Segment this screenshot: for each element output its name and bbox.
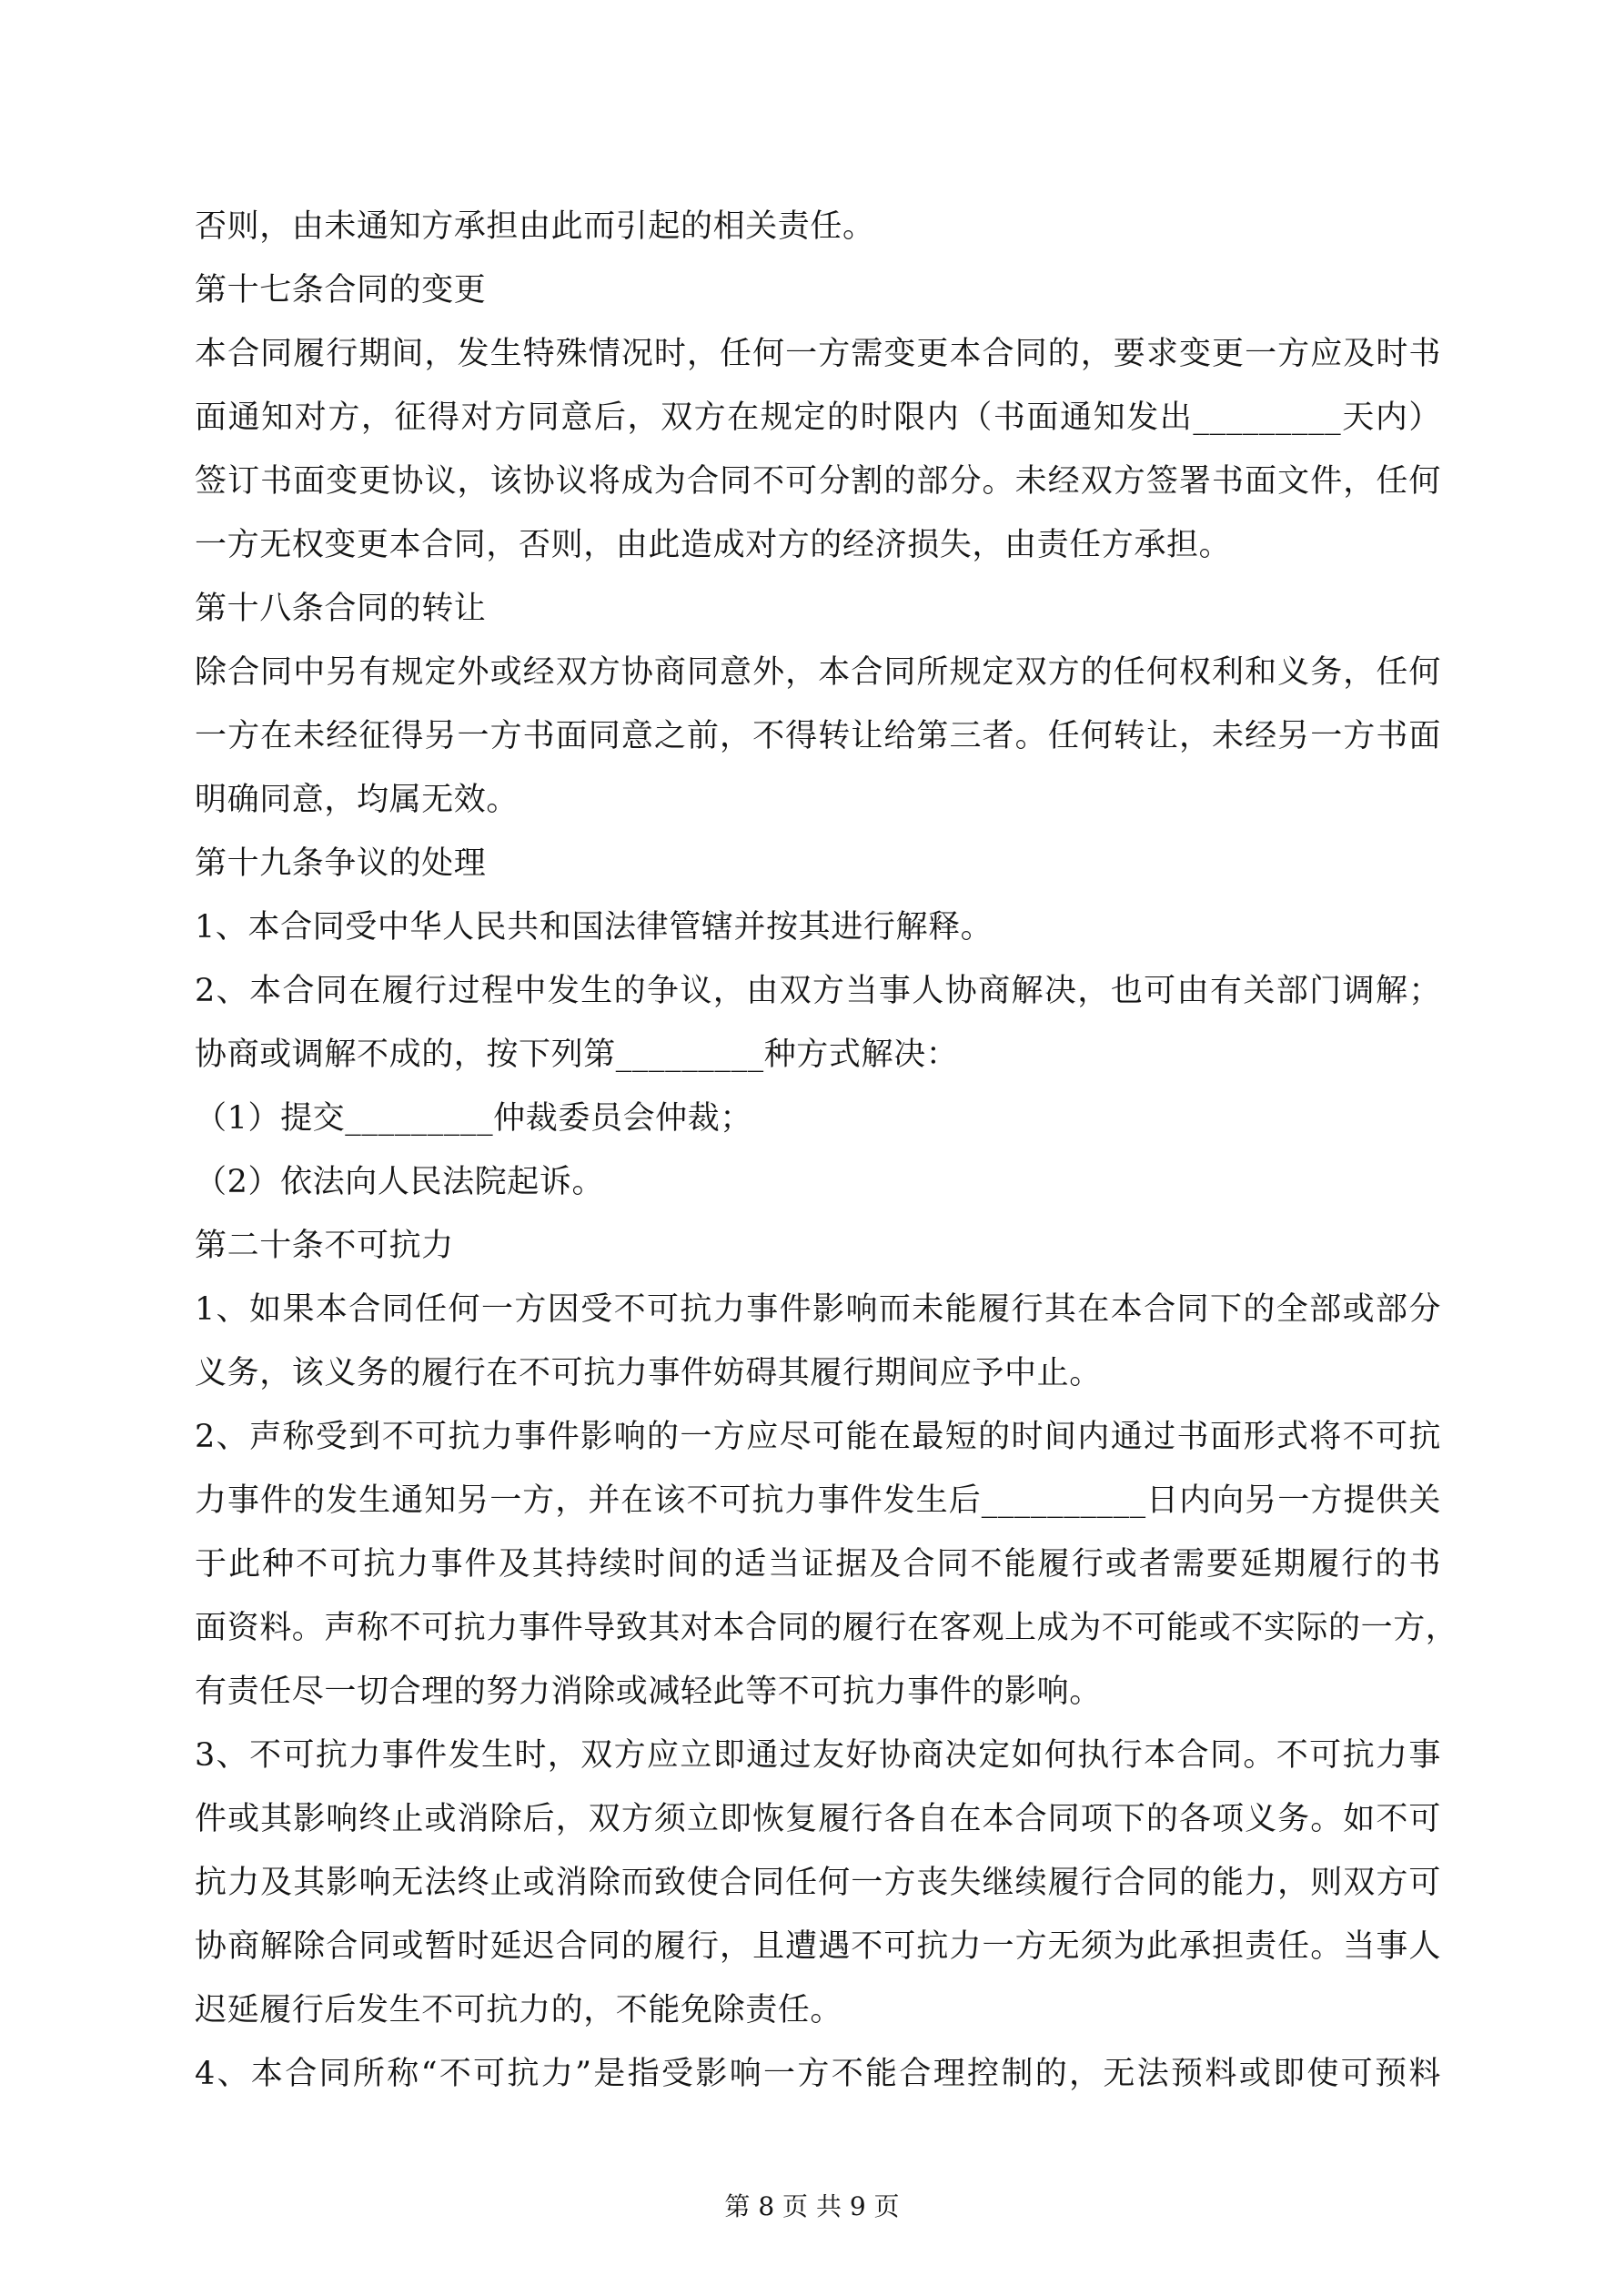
- page-footer: 第 8 页 共 9 页: [724, 2191, 900, 2221]
- text-line: （1）提交_________仲裁委员会仲裁；: [195, 1100, 752, 1137]
- text-line: 1、本合同受中华人民共和国法律管辖并按其进行解释。: [195, 909, 994, 946]
- contract-body: [195, 195, 1458, 2106]
- text-line: 2、声称受到不可抗力事件影响的一方应尽可能在最短的时间内通过书面形式将不可抗: [195, 1419, 1441, 1455]
- text-line: 件或其影响终止或消除后，双方须立即恢复履行各自在本合同项下的各项义务。如不可: [195, 1801, 1441, 1837]
- text-line: 抗力及其影响无法终止或消除而致使合同任何一方丧失继续履行合同的能力，则双方可: [195, 1865, 1441, 1901]
- text-line: 除合同中另有规定外或经双方协商同意外，本合同所规定双方的任何权利和义务，任何: [195, 654, 1441, 691]
- text-line: 本合同履行期间，发生特殊情况时，任何一方需变更本合同的，要求变更一方应及时书: [195, 336, 1441, 372]
- text-line: 2、本合同在履行过程中发生的争议，由双方当事人协商解决，也可由有关部门调解；: [195, 973, 1441, 1009]
- text-line: 面资料。声称不可抗力事件导致其对本合同的履行在客观上成为不可能或不实际的一方，: [195, 1610, 1458, 1646]
- text-line: 签订书面变更协议，该协议将成为合同不可分割的部分。未经双方签署书面文件，任何: [195, 463, 1441, 500]
- text-line: 否则，由未通知方承担由此而引起的相关责任。: [195, 208, 875, 245]
- text-line: 协商解除合同或暂时延迟合同的履行，且遭遇不可抗力一方无须为此承担责任。当事人: [195, 1928, 1441, 1965]
- text-line: 面通知对方，征得对方同意后，双方在规定的时限内（书面通知发出_________天内）: [195, 400, 1441, 436]
- text-line: 力事件的发生通知另一方，并在该不可抗力事件发生后__________日内向另一方提供关: [195, 1482, 1441, 1519]
- text-line: 明确同意，均属无效。: [195, 782, 519, 818]
- text-line: （2）依法向人民法院起诉。: [195, 1164, 605, 1200]
- text-line: 第十七条合同的变更: [195, 272, 487, 308]
- text-line: 一方无权变更本合同，否则，由此造成对方的经济损失，由责任方承担。: [195, 527, 1232, 563]
- text-line: 3、不可抗力事件发生时，双方应立即通过友好协商决定如何执行本合同。不可抗力事: [195, 1737, 1441, 1774]
- text-line: 1、如果本合同任何一方因受不可抗力事件影响而未能履行其在本合同下的全部或部分: [195, 1291, 1441, 1328]
- text-line: 一方在未经征得另一方书面同意之前，不得转让给第三者。任何转让，未经另一方书面: [195, 718, 1441, 754]
- text-line: 义务，该义务的履行在不可抗力事件妨碍其履行期间应予中止。: [195, 1355, 1102, 1391]
- text-line: 第十八条合同的转让: [195, 591, 487, 627]
- text-line: 迟延履行后发生不可抗力的，不能免除责任。: [195, 1992, 843, 2028]
- text-line: 有责任尽一切合理的努力消除或减轻此等不可抗力事件的影响。: [195, 1674, 1102, 1710]
- text-line: 协商或调解不成的，按下列第_________种方式解决：: [195, 1037, 959, 1073]
- text-line: 4、本合同所称“不可抗力”是指受影响一方不能合理控制的，无法预料或即使可预料: [195, 2056, 1441, 2092]
- text-line: 第十九条争议的处理: [195, 845, 487, 882]
- text-line: 第二十条不可抗力: [195, 1228, 454, 1264]
- text-line: 于此种不可抗力事件及其持续时间的适当证据及合同不能履行或者需要延期履行的书: [195, 1546, 1441, 1583]
